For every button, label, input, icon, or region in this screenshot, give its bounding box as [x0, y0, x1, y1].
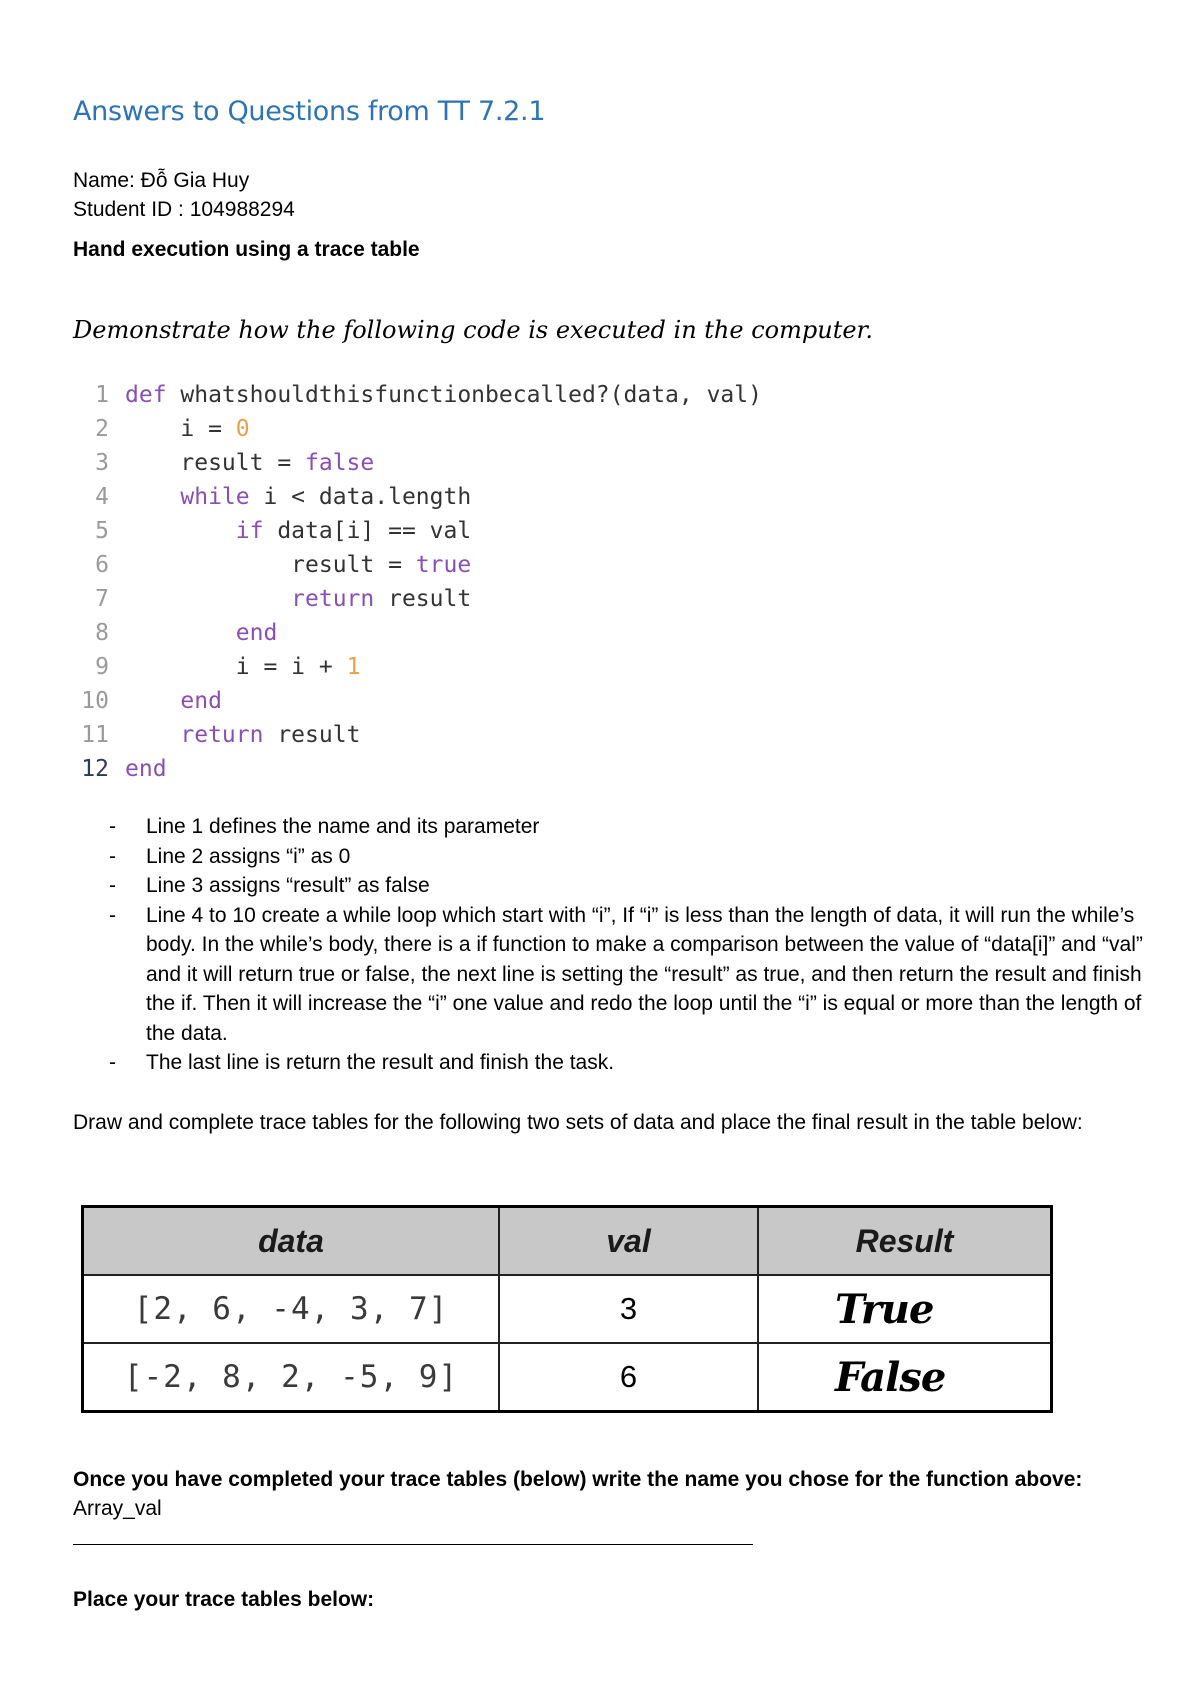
column-header-data: data	[83, 1207, 499, 1276]
code-line	[73, 480, 762, 514]
line-number: 8	[95, 620, 109, 646]
column-header-result: Result	[758, 1207, 1052, 1276]
code-text: i =	[125, 416, 236, 442]
list-item	[73, 812, 1143, 842]
line-number: 3	[95, 450, 109, 476]
handwritten-result: False	[758, 1343, 1052, 1412]
page-title: Answers to Questions from TT 7.2.1	[73, 96, 546, 127]
student-name: Name: Đỗ Gia Huy	[73, 169, 250, 192]
explanation-list	[73, 812, 1143, 1078]
data-cell: [2, 6, -4, 3, 7]	[83, 1275, 499, 1343]
code-text	[125, 688, 180, 714]
code-text	[125, 518, 236, 544]
code-keyword: return	[291, 586, 375, 612]
column-header-val: val	[499, 1207, 758, 1276]
code-keyword: while	[180, 484, 250, 510]
results-table	[81, 1205, 1053, 1413]
list-item-text: Line 2 assigns “i” as 0	[146, 844, 351, 868]
val-cell: 3	[499, 1275, 758, 1343]
code-keyword: end	[125, 756, 167, 782]
code-text: result	[263, 722, 361, 748]
data-cell: [-2, 8, 2, -5, 9]	[83, 1343, 499, 1412]
line-number: 11	[81, 722, 109, 748]
line-number: 4	[95, 484, 109, 510]
line-number: 6	[95, 552, 109, 578]
code-number: 1	[346, 654, 361, 680]
code-line	[73, 718, 762, 752]
code-listing	[73, 378, 762, 786]
code-text	[125, 620, 236, 646]
code-keyword: false	[305, 450, 375, 476]
code-line	[73, 378, 762, 412]
line-number: 1	[95, 382, 109, 408]
table-header-row	[83, 1207, 1052, 1276]
student-info	[73, 166, 295, 224]
list-item	[73, 901, 1143, 1049]
handwritten-result: True	[758, 1275, 1052, 1343]
line-number: 2	[95, 416, 109, 442]
answer-underline	[73, 1544, 753, 1545]
code-text	[125, 586, 291, 612]
code-keyword: if	[235, 518, 264, 544]
list-item	[73, 871, 1143, 901]
line-number: 12	[81, 756, 109, 782]
code-text: result	[374, 586, 472, 612]
function-name-answer: Array_val	[73, 1497, 162, 1520]
code-text: data[i] == val	[263, 518, 472, 544]
list-item-text: Line 3 assigns “result” as false	[146, 874, 430, 897]
code-text: whatshouldthisfunctionbecalled?(data, val)	[166, 382, 762, 408]
code-text: result =	[125, 552, 416, 578]
trace-tables-label: Place your trace tables below:	[73, 1588, 375, 1611]
code-line	[73, 412, 762, 446]
list-item-text: Line 4 to 10 create a while loop which start with “i”, If “i” is less than the length of data, it will run the while’s body. In the while’s body, there is a if function to make a comparison between the value of “data[i]” and “val” and it will return true or false, the next line is setting the “result” as true, and then return the result and finish the if. Then it will increase the “i” one value and redo the loop until the “i” is equal or more than the length of the data.	[146, 903, 1143, 1045]
list-item	[73, 842, 1143, 872]
table-intro-text: Draw and complete trace tables for the following two sets of data and place the final result in the table below:	[73, 1111, 1083, 1134]
section-heading: Hand execution using a trace table	[73, 238, 420, 261]
line-number: 9	[95, 654, 109, 680]
bullet-marker: -	[109, 874, 116, 897]
code-keyword: def	[125, 382, 167, 408]
bullet-marker: -	[109, 903, 116, 927]
bullet-marker: -	[109, 1051, 116, 1074]
code-line	[73, 446, 762, 480]
instruction-text: Demonstrate how the following code is executed in the computer.	[73, 316, 874, 344]
code-keyword: true	[415, 552, 472, 578]
code-keyword: end	[235, 620, 278, 646]
list-item	[73, 1048, 1143, 1078]
code-text: i = i +	[125, 654, 347, 680]
list-item-text: Line 1 defines the name and its parameter	[146, 815, 540, 838]
line-number: 5	[95, 518, 109, 544]
code-text: i < data.length	[249, 484, 472, 510]
line-number: 7	[95, 586, 109, 612]
bullet-marker: -	[109, 844, 116, 868]
code-line	[73, 548, 762, 582]
student-id: Student ID : 104988294	[73, 198, 295, 221]
code-text	[125, 484, 180, 510]
code-line	[73, 752, 762, 786]
val-cell: 6	[499, 1343, 758, 1412]
table-row	[83, 1343, 1052, 1412]
code-line	[73, 514, 762, 548]
code-line	[73, 616, 762, 650]
table-row	[83, 1275, 1052, 1343]
code-text	[125, 722, 180, 748]
list-item-text: The last line is return the result and finish the task.	[146, 1051, 615, 1074]
bullet-marker: -	[109, 815, 116, 838]
code-keyword: end	[180, 688, 222, 714]
function-name-prompt: Once you have completed your trace tables (below) write the name you chose for the function above:	[73, 1468, 1083, 1491]
code-keyword: return	[180, 722, 264, 748]
code-number: 0	[235, 416, 250, 442]
code-text: result =	[125, 450, 306, 476]
code-line	[73, 582, 762, 616]
line-number: 10	[81, 688, 109, 714]
code-line	[73, 650, 762, 684]
code-line	[73, 684, 762, 718]
